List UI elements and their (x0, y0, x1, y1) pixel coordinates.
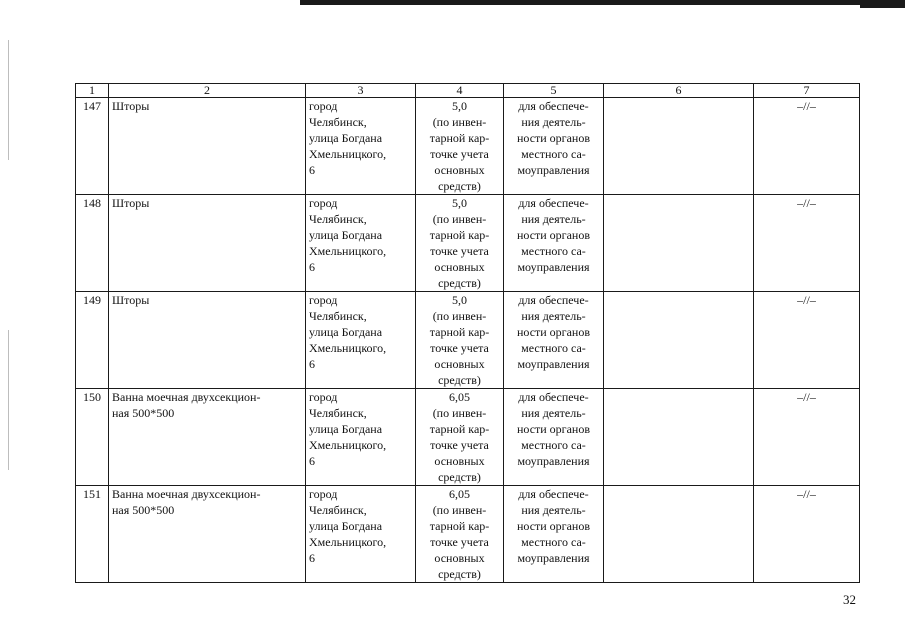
cell-line: улица Богдана (309, 228, 383, 242)
item-name (109, 98, 306, 195)
cell-line: точке учета (430, 438, 489, 452)
cell-line: ная 500*500 (112, 406, 175, 420)
item-col7: –//– (754, 98, 860, 195)
table-row (76, 389, 860, 486)
cell-line: Челябинск, (309, 309, 367, 323)
item-col7: –//– (754, 486, 860, 583)
table-row (76, 292, 860, 389)
cell-line: город (309, 196, 338, 210)
cell-line: местного са- (521, 244, 586, 258)
cell-line: ности органов (516, 131, 591, 145)
cell-line: город (309, 293, 338, 307)
item-purpose (504, 486, 604, 583)
cell-line: Хмельницкого, (309, 438, 387, 452)
row-number: 147 (76, 98, 109, 195)
item-address (306, 98, 416, 195)
cell-line: 6 (309, 551, 315, 565)
cell-line: моуправления (517, 551, 590, 565)
cell-line: тарной кар- (429, 325, 490, 339)
cell-line: 5,0 (452, 293, 467, 307)
cell-line: 5,0 (452, 196, 467, 210)
cell-line: для обеспече- (518, 390, 589, 404)
item-purpose (504, 292, 604, 389)
cell-line: основных (434, 551, 485, 565)
cell-line: ния деятель- (521, 309, 586, 323)
cell-line: местного са- (521, 341, 586, 355)
cell-line: 6 (309, 163, 315, 177)
cell-line: основных (434, 163, 485, 177)
cell-line: тарной кар- (429, 422, 490, 436)
item-name (109, 486, 306, 583)
page-number: 32 (843, 592, 856, 607)
cell-line: 6,05 (449, 487, 470, 501)
header-col-2: 2 (109, 84, 306, 98)
cell-line: Хмельницкого, (309, 535, 387, 549)
header-col-6: 6 (604, 84, 754, 98)
item-col7: –//– (754, 292, 860, 389)
cell-line: ности органов (516, 422, 591, 436)
cell-line: моуправления (517, 260, 590, 274)
cell-line: Шторы (112, 293, 150, 307)
cell-line: средств) (438, 276, 481, 290)
cell-line: точке учета (430, 535, 489, 549)
row-number: 148 (76, 195, 109, 292)
cell-line: для обеспече- (518, 196, 589, 210)
row-number: 151 (76, 486, 109, 583)
item-col7: –//– (754, 389, 860, 486)
cell-line: ния деятель- (521, 503, 586, 517)
cell-line: Шторы (112, 196, 150, 210)
cell-line: местного са- (521, 147, 586, 161)
cell-line: город (309, 487, 338, 501)
cell-line: основных (434, 454, 485, 468)
cell-line: 6 (309, 260, 315, 274)
cell-line: Хмельницкого, (309, 147, 387, 161)
cell-line: средств) (438, 373, 481, 387)
cell-line: основных (434, 357, 485, 371)
scan-top-border-tail (860, 5, 905, 8)
table-row (76, 195, 860, 292)
item-value (416, 195, 504, 292)
cell-line: местного са- (521, 438, 586, 452)
item-col7: –//– (754, 195, 860, 292)
cell-line: средств) (438, 567, 481, 581)
cell-line: улица Богдана (309, 422, 383, 436)
cell-line: ния деятель- (521, 406, 586, 420)
cell-line: для обеспече- (518, 293, 589, 307)
cell-line: город (309, 390, 338, 404)
cell-line: тарной кар- (429, 519, 490, 533)
cell-line: моуправления (517, 454, 590, 468)
cell-line: Хмельницкого, (309, 341, 387, 355)
scan-left-mark (8, 40, 9, 160)
item-purpose (504, 389, 604, 486)
inventory-table (75, 83, 860, 583)
scan-top-border (300, 0, 905, 5)
item-purpose (504, 195, 604, 292)
cell-line: для обеспече- (518, 99, 589, 113)
cell-line: точке учета (430, 244, 489, 258)
cell-line: 6 (309, 357, 315, 371)
cell-line: точке учета (430, 341, 489, 355)
scan-left-mark (8, 330, 9, 470)
item-purpose (504, 98, 604, 195)
item-address (306, 486, 416, 583)
cell-line: моуправления (517, 163, 590, 177)
cell-line: 5,0 (452, 99, 467, 113)
item-value (416, 98, 504, 195)
header-col-5: 5 (504, 84, 604, 98)
cell-line: улица Богдана (309, 325, 383, 339)
cell-line: ности органов (516, 519, 591, 533)
item-value (416, 389, 504, 486)
item-address (306, 389, 416, 486)
cell-line: ности органов (516, 228, 591, 242)
cell-line: ния деятель- (521, 212, 586, 226)
item-address (306, 195, 416, 292)
cell-line: 6,05 (449, 390, 470, 404)
header-col-1: 1 (76, 84, 109, 98)
item-value (416, 292, 504, 389)
table-row (76, 486, 860, 583)
cell-line: (по инвен- (432, 212, 487, 226)
cell-line: Хмельницкого, (309, 244, 387, 258)
cell-line: (по инвен- (432, 115, 487, 129)
cell-line: местного са- (521, 535, 586, 549)
row-number: 149 (76, 292, 109, 389)
cell-line: моуправления (517, 357, 590, 371)
table-row (76, 98, 860, 195)
item-col6 (604, 486, 754, 583)
cell-line: Челябинск, (309, 406, 367, 420)
cell-line: (по инвен- (432, 309, 487, 323)
item-name (109, 195, 306, 292)
cell-line: тарной кар- (429, 131, 490, 145)
cell-line: город (309, 99, 338, 113)
cell-line: для обеспече- (518, 487, 589, 501)
header-col-3: 3 (306, 84, 416, 98)
cell-line: средств) (438, 179, 481, 193)
item-col6 (604, 195, 754, 292)
cell-line: средств) (438, 470, 481, 484)
row-number: 150 (76, 389, 109, 486)
item-col6 (604, 292, 754, 389)
item-col6 (604, 98, 754, 195)
cell-line: (по инвен- (432, 406, 487, 420)
item-name (109, 389, 306, 486)
cell-line: ности органов (516, 325, 591, 339)
cell-line: улица Богдана (309, 519, 383, 533)
cell-line: Челябинск, (309, 115, 367, 129)
item-value (416, 486, 504, 583)
header-col-4: 4 (416, 84, 504, 98)
header-row (76, 84, 860, 98)
cell-line: (по инвен- (432, 503, 487, 517)
cell-line: ния деятель- (521, 115, 586, 129)
item-col6 (604, 389, 754, 486)
cell-line: Ванна моечная двухсекцион- (112, 487, 261, 501)
cell-line: ная 500*500 (112, 503, 175, 517)
cell-line: Ванна моечная двухсекцион- (112, 390, 261, 404)
cell-line: Челябинск, (309, 503, 367, 517)
cell-line: Челябинск, (309, 212, 367, 226)
cell-line: основных (434, 260, 485, 274)
cell-line: улица Богдана (309, 131, 383, 145)
cell-line: тарной кар- (429, 228, 490, 242)
header-col-7: 7 (754, 84, 860, 98)
cell-line: 6 (309, 454, 315, 468)
cell-line: Шторы (112, 99, 150, 113)
item-name (109, 292, 306, 389)
cell-line: точке учета (430, 147, 489, 161)
item-address (306, 292, 416, 389)
